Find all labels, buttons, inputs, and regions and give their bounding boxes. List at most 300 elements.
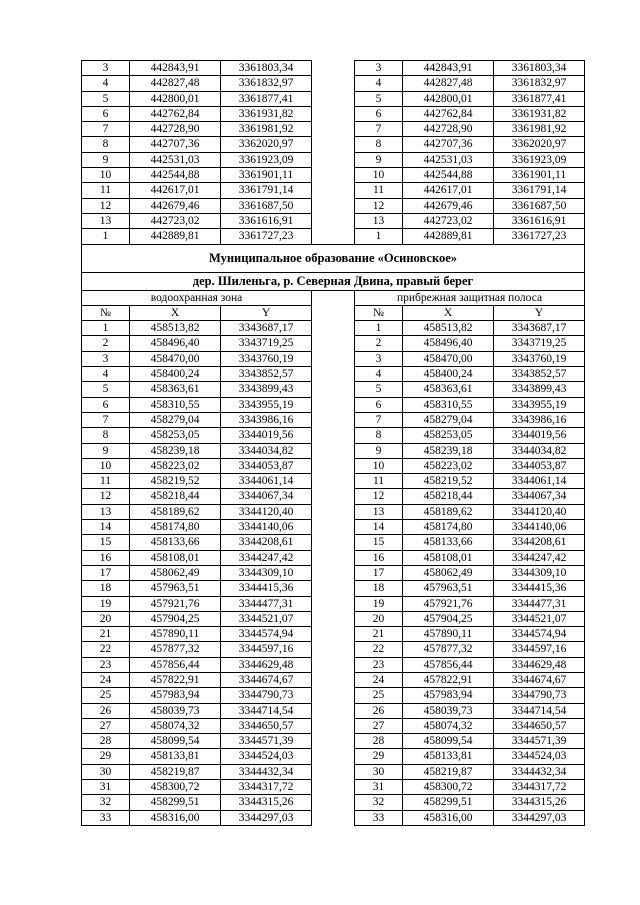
- table-row: [82, 780, 585, 795]
- table-row: [82, 703, 585, 718]
- right-y-coordinate: 3344597,16: [494, 642, 585, 657]
- right-x-coordinate: 458239,18: [403, 443, 494, 458]
- table-row: [82, 611, 585, 626]
- table-row: [82, 581, 585, 596]
- right-x-coordinate: 458108,01: [403, 550, 494, 565]
- left-x-coordinate: 458223,02: [130, 458, 221, 473]
- left-point-number: 6: [82, 397, 130, 412]
- left-y-coordinate: 3361727,23: [221, 229, 312, 244]
- municipality-row: [82, 244, 585, 272]
- right-y-coordinate: 3344208,61: [494, 535, 585, 550]
- left-point-number: 12: [82, 489, 130, 504]
- column-gap: [312, 351, 355, 366]
- left-y-coordinate: 3344019,56: [221, 428, 312, 443]
- column-gap: [312, 183, 355, 198]
- left-point-number: 13: [82, 504, 130, 519]
- left-y-coordinate: 3361791,14: [221, 183, 312, 198]
- right-x-coordinate: 442617,01: [403, 183, 494, 198]
- left-y-coordinate: 3361687,50: [221, 198, 312, 213]
- left-y-coordinate: 3344521,07: [221, 611, 312, 626]
- left-y-coordinate: 3343760,19: [221, 351, 312, 366]
- left-point-number: 8: [82, 428, 130, 443]
- right-y-coordinate: 3344140,06: [494, 520, 585, 535]
- right-point-number: 18: [355, 581, 403, 596]
- right-x-coordinate: 442800,01: [403, 91, 494, 106]
- right-y-coordinate: 3343852,57: [494, 367, 585, 382]
- left-point-number: 22: [82, 642, 130, 657]
- right-x-coordinate: 457890,11: [403, 627, 494, 642]
- right-x-coordinate: 457877,32: [403, 642, 494, 657]
- left-y-coordinate: 3344309,10: [221, 565, 312, 580]
- right-x-coordinate: 442762,84: [403, 106, 494, 121]
- right-point-number: 5: [355, 91, 403, 106]
- right-x-coordinate: 457856,44: [403, 657, 494, 672]
- column-gap: [312, 795, 355, 810]
- table-row: [82, 504, 585, 519]
- left-y-coordinate: 3361877,41: [221, 91, 312, 106]
- right-x-coordinate: 458219,87: [403, 764, 494, 779]
- left-y-coordinate: 3343899,43: [221, 382, 312, 397]
- left-num-header: №: [82, 305, 130, 320]
- column-gap: [312, 550, 355, 565]
- right-y-coordinate: 3344034,82: [494, 443, 585, 458]
- table-row: [82, 764, 585, 779]
- table-row: [82, 61, 585, 76]
- left-x-coordinate: 442679,46: [130, 198, 221, 213]
- left-y-coordinate: 3344714,54: [221, 703, 312, 718]
- left-point-number: 24: [82, 672, 130, 687]
- right-point-number: 10: [355, 458, 403, 473]
- table-row: [82, 749, 585, 764]
- left-point-number: 12: [82, 198, 130, 213]
- right-x-coordinate: 442827,48: [403, 76, 494, 91]
- right-point-number: 12: [355, 489, 403, 504]
- right-point-number: 29: [355, 749, 403, 764]
- right-y-coordinate: 3344714,54: [494, 703, 585, 718]
- left-x-coordinate: 442827,48: [130, 76, 221, 91]
- right-y-coordinate: 3361791,14: [494, 183, 585, 198]
- table-row: [82, 382, 585, 397]
- left-y-header: Y: [221, 305, 312, 320]
- column-gap: [312, 718, 355, 733]
- left-y-coordinate: 3344790,73: [221, 688, 312, 703]
- left-point-number: 14: [82, 520, 130, 535]
- left-x-coordinate: 458108,01: [130, 550, 221, 565]
- table-row: [82, 76, 585, 91]
- left-point-number: 19: [82, 596, 130, 611]
- column-gap: [312, 397, 355, 412]
- left-zone-title: водоохранная зона: [82, 290, 312, 305]
- right-num-header: №: [355, 305, 403, 320]
- column-gap: [312, 581, 355, 596]
- left-y-coordinate: 3343687,17: [221, 321, 312, 336]
- right-point-number: 2: [355, 336, 403, 351]
- left-y-coordinate: 3344297,03: [221, 810, 312, 825]
- right-point-number: 13: [355, 504, 403, 519]
- right-point-number: 16: [355, 550, 403, 565]
- left-x-coordinate: 458174,80: [130, 520, 221, 535]
- right-x-coordinate: 442707,36: [403, 137, 494, 152]
- right-y-coordinate: 3344120,40: [494, 504, 585, 519]
- left-point-number: 4: [82, 367, 130, 382]
- column-gap: [312, 642, 355, 657]
- right-y-coordinate: 3361923,09: [494, 152, 585, 167]
- left-point-number: 10: [82, 458, 130, 473]
- left-y-coordinate: 3343719,25: [221, 336, 312, 351]
- section-header: [82, 244, 585, 321]
- left-x-coordinate: 458133,81: [130, 749, 221, 764]
- right-x-header: X: [403, 305, 494, 320]
- left-y-coordinate: 3344247,42: [221, 550, 312, 565]
- coordinates-table: [81, 60, 585, 826]
- right-point-number: 24: [355, 672, 403, 687]
- left-y-coordinate: 3344674,67: [221, 672, 312, 687]
- right-y-coordinate: 3344415,36: [494, 581, 585, 596]
- table-row: [82, 489, 585, 504]
- column-gap: [312, 152, 355, 167]
- right-y-coordinate: 3344790,73: [494, 688, 585, 703]
- left-x-coordinate: 458074,32: [130, 718, 221, 733]
- right-y-coordinate: 3361901,11: [494, 168, 585, 183]
- table-row: [82, 474, 585, 489]
- left-y-coordinate: 3344208,61: [221, 535, 312, 550]
- table-row: [82, 642, 585, 657]
- left-point-number: 20: [82, 611, 130, 626]
- left-x-coordinate: 458470,00: [130, 351, 221, 366]
- right-point-number: 21: [355, 627, 403, 642]
- left-point-number: 4: [82, 76, 130, 91]
- right-x-coordinate: 457963,51: [403, 581, 494, 596]
- column-gap: [312, 520, 355, 535]
- column-gap: [312, 91, 355, 106]
- right-y-coordinate: 3344574,94: [494, 627, 585, 642]
- left-point-number: 5: [82, 91, 130, 106]
- left-y-coordinate: 3344432,34: [221, 764, 312, 779]
- right-y-coordinate: 3361727,23: [494, 229, 585, 244]
- right-point-number: 10: [355, 168, 403, 183]
- right-y-coordinate: 3343719,25: [494, 336, 585, 351]
- right-x-coordinate: 442889,81: [403, 229, 494, 244]
- left-y-coordinate: 3361803,34: [221, 61, 312, 76]
- right-x-coordinate: 442679,46: [403, 198, 494, 213]
- right-y-coordinate: 3361877,41: [494, 91, 585, 106]
- left-x-coordinate: 457822,91: [130, 672, 221, 687]
- left-point-number: 29: [82, 749, 130, 764]
- table-row: [82, 351, 585, 366]
- right-x-coordinate: 458299,51: [403, 795, 494, 810]
- table-row: [82, 321, 585, 336]
- left-x-coordinate: 442544,88: [130, 168, 221, 183]
- left-x-coordinate: 458099,54: [130, 734, 221, 749]
- right-point-number: 9: [355, 152, 403, 167]
- table-row: [82, 550, 585, 565]
- right-x-coordinate: 458253,05: [403, 428, 494, 443]
- column-gap: [312, 412, 355, 427]
- table-row: [82, 734, 585, 749]
- right-x-coordinate: 458133,81: [403, 749, 494, 764]
- right-point-number: 30: [355, 764, 403, 779]
- left-point-number: 3: [82, 61, 130, 76]
- column-gap: [312, 106, 355, 121]
- right-y-coordinate: 3362020,97: [494, 137, 585, 152]
- left-point-number: 15: [82, 535, 130, 550]
- right-x-coordinate: 458363,61: [403, 382, 494, 397]
- table-row: [82, 596, 585, 611]
- left-point-number: 21: [82, 627, 130, 642]
- left-y-coordinate: 3362020,97: [221, 137, 312, 152]
- right-x-coordinate: 442531,03: [403, 152, 494, 167]
- column-gap: [312, 764, 355, 779]
- right-y-coordinate: 3343760,19: [494, 351, 585, 366]
- right-y-coordinate: 3344629,48: [494, 657, 585, 672]
- left-point-number: 25: [82, 688, 130, 703]
- left-point-number: 17: [82, 565, 130, 580]
- right-x-coordinate: 458400,24: [403, 367, 494, 382]
- right-point-number: 23: [355, 657, 403, 672]
- right-zone-title: прибрежная защитная полоса: [355, 290, 585, 305]
- right-y-coordinate: 3343955,19: [494, 397, 585, 412]
- right-x-coordinate: 442843,91: [403, 61, 494, 76]
- left-y-coordinate: 3344317,72: [221, 780, 312, 795]
- right-x-coordinate: 457822,91: [403, 672, 494, 687]
- right-x-coordinate: 442723,02: [403, 213, 494, 228]
- column-gap: [312, 734, 355, 749]
- right-y-coordinate: 3344019,56: [494, 428, 585, 443]
- right-x-coordinate: 458074,32: [403, 718, 494, 733]
- right-y-coordinate: 3344297,03: [494, 810, 585, 825]
- right-y-coordinate: 3361616,91: [494, 213, 585, 228]
- right-point-number: 9: [355, 443, 403, 458]
- table-row: [82, 657, 585, 672]
- left-point-number: 9: [82, 152, 130, 167]
- right-y-coordinate: 3361803,34: [494, 61, 585, 76]
- table-row: [82, 183, 585, 198]
- right-y-coordinate: 3343687,17: [494, 321, 585, 336]
- left-x-coordinate: 442843,91: [130, 61, 221, 76]
- right-point-number: 15: [355, 535, 403, 550]
- right-point-number: 4: [355, 367, 403, 382]
- left-x-coordinate: 458219,87: [130, 764, 221, 779]
- left-point-number: 1: [82, 229, 130, 244]
- column-gap: [312, 382, 355, 397]
- table-row: [82, 229, 585, 244]
- left-x-coordinate: 458219,52: [130, 474, 221, 489]
- column-gap: [312, 474, 355, 489]
- column-gap: [312, 688, 355, 703]
- column-gap: [312, 627, 355, 642]
- left-y-coordinate: 3344120,40: [221, 504, 312, 519]
- left-y-coordinate: 3344067,34: [221, 489, 312, 504]
- table-row: [82, 168, 585, 183]
- left-y-coordinate: 3343852,57: [221, 367, 312, 382]
- column-gap: [312, 672, 355, 687]
- right-x-coordinate: 458219,52: [403, 474, 494, 489]
- settlement-title: дер. Шиленьга, р. Северная Двина, правый берег: [82, 272, 585, 290]
- right-y-coordinate: 3344650,57: [494, 718, 585, 733]
- top-coordinates-body: [82, 61, 585, 245]
- left-x-coordinate: 442889,81: [130, 229, 221, 244]
- left-point-number: 7: [82, 122, 130, 137]
- right-point-number: 5: [355, 382, 403, 397]
- column-gap: [312, 810, 355, 825]
- table-row: [82, 718, 585, 733]
- column-gap: [312, 168, 355, 183]
- table-row: [82, 91, 585, 106]
- right-y-header: Y: [494, 305, 585, 320]
- left-y-coordinate: 3361981,92: [221, 122, 312, 137]
- right-point-number: 11: [355, 183, 403, 198]
- left-point-number: 31: [82, 780, 130, 795]
- left-point-number: 6: [82, 106, 130, 121]
- coordinates-document: [81, 60, 584, 826]
- column-gap: [312, 213, 355, 228]
- right-point-number: 28: [355, 734, 403, 749]
- table-row: [82, 367, 585, 382]
- column-gap: [312, 657, 355, 672]
- left-point-number: 27: [82, 718, 130, 733]
- left-point-number: 1: [82, 321, 130, 336]
- right-y-coordinate: 3343899,43: [494, 382, 585, 397]
- table-row: [82, 565, 585, 580]
- column-gap: [312, 367, 355, 382]
- right-point-number: 14: [355, 520, 403, 535]
- right-point-number: 3: [355, 351, 403, 366]
- left-y-coordinate: 3344597,16: [221, 642, 312, 657]
- right-x-coordinate: 458316,00: [403, 810, 494, 825]
- right-point-number: 33: [355, 810, 403, 825]
- column-gap: [312, 229, 355, 244]
- right-y-coordinate: 3344247,42: [494, 550, 585, 565]
- left-point-number: 7: [82, 412, 130, 427]
- right-y-coordinate: 3361832,97: [494, 76, 585, 91]
- right-x-coordinate: 442728,90: [403, 122, 494, 137]
- left-x-coordinate: 458316,00: [130, 810, 221, 825]
- left-y-coordinate: 3344477,31: [221, 596, 312, 611]
- right-x-coordinate: 458174,80: [403, 520, 494, 535]
- left-y-coordinate: 3344571,39: [221, 734, 312, 749]
- right-x-coordinate: 458470,00: [403, 351, 494, 366]
- table-row: [82, 137, 585, 152]
- left-x-coordinate: 458300,72: [130, 780, 221, 795]
- left-x-coordinate: 442707,36: [130, 137, 221, 152]
- left-y-coordinate: 3361901,11: [221, 168, 312, 183]
- right-y-coordinate: 3344067,34: [494, 489, 585, 504]
- left-x-coordinate: 458496,40: [130, 336, 221, 351]
- column-gap: [312, 305, 355, 320]
- left-x-coordinate: 458513,82: [130, 321, 221, 336]
- left-x-coordinate: 458253,05: [130, 428, 221, 443]
- left-y-coordinate: 3344650,57: [221, 718, 312, 733]
- right-x-coordinate: 458496,40: [403, 336, 494, 351]
- left-x-coordinate: 458310,55: [130, 397, 221, 412]
- left-x-coordinate: 457921,76: [130, 596, 221, 611]
- left-x-coordinate: 457877,32: [130, 642, 221, 657]
- left-y-coordinate: 3344061,14: [221, 474, 312, 489]
- column-gap: [312, 443, 355, 458]
- left-y-coordinate: 3344034,82: [221, 443, 312, 458]
- left-x-coordinate: 457983,94: [130, 688, 221, 703]
- column-gap: [312, 565, 355, 580]
- right-point-number: 6: [355, 397, 403, 412]
- right-point-number: 1: [355, 321, 403, 336]
- right-y-coordinate: 3344053,87: [494, 458, 585, 473]
- right-x-coordinate: 458189,62: [403, 504, 494, 519]
- column-gap: [312, 137, 355, 152]
- right-point-number: 32: [355, 795, 403, 810]
- column-gap: [312, 458, 355, 473]
- table-row: [82, 688, 585, 703]
- left-x-coordinate: 442800,01: [130, 91, 221, 106]
- right-point-number: 13: [355, 213, 403, 228]
- left-x-coordinate: 458299,51: [130, 795, 221, 810]
- table-row: [82, 213, 585, 228]
- left-point-number: 18: [82, 581, 130, 596]
- right-x-coordinate: 458279,04: [403, 412, 494, 427]
- column-gap: [312, 198, 355, 213]
- zone-titles-row: [82, 290, 585, 305]
- left-y-coordinate: 3344315,26: [221, 795, 312, 810]
- left-y-coordinate: 3344524,03: [221, 749, 312, 764]
- column-gap: [312, 780, 355, 795]
- right-x-coordinate: 442544,88: [403, 168, 494, 183]
- left-y-coordinate: 3343986,16: [221, 412, 312, 427]
- right-point-number: 12: [355, 198, 403, 213]
- left-point-number: 16: [82, 550, 130, 565]
- left-point-number: 5: [82, 382, 130, 397]
- right-y-coordinate: 3344309,10: [494, 565, 585, 580]
- left-point-number: 11: [82, 183, 130, 198]
- table-row: [82, 520, 585, 535]
- right-x-coordinate: 458310,55: [403, 397, 494, 412]
- left-x-coordinate: 442531,03: [130, 152, 221, 167]
- left-x-coordinate: 458400,24: [130, 367, 221, 382]
- table-row: [82, 198, 585, 213]
- right-x-coordinate: 458062,49: [403, 565, 494, 580]
- column-gap: [312, 336, 355, 351]
- right-point-number: 17: [355, 565, 403, 580]
- left-y-coordinate: 3344629,48: [221, 657, 312, 672]
- left-point-number: 32: [82, 795, 130, 810]
- left-point-number: 13: [82, 213, 130, 228]
- left-y-coordinate: 3344053,87: [221, 458, 312, 473]
- column-gap: [312, 290, 355, 305]
- column-gap: [312, 504, 355, 519]
- table-row: [82, 336, 585, 351]
- left-y-coordinate: 3361616,91: [221, 213, 312, 228]
- right-x-coordinate: 458133,66: [403, 535, 494, 550]
- left-x-coordinate: 458363,61: [130, 382, 221, 397]
- table-row: [82, 535, 585, 550]
- left-y-coordinate: 3361923,09: [221, 152, 312, 167]
- right-point-number: 20: [355, 611, 403, 626]
- table-row: [82, 412, 585, 427]
- right-point-number: 22: [355, 642, 403, 657]
- left-point-number: 3: [82, 351, 130, 366]
- right-point-number: 7: [355, 122, 403, 137]
- municipality-title: Муниципальное образование «Осиновское»: [82, 244, 585, 272]
- table-row: [82, 672, 585, 687]
- right-point-number: 31: [355, 780, 403, 795]
- right-point-number: 19: [355, 596, 403, 611]
- table-row: [82, 152, 585, 167]
- right-point-number: 6: [355, 106, 403, 121]
- right-point-number: 8: [355, 428, 403, 443]
- right-x-coordinate: 457904,25: [403, 611, 494, 626]
- left-y-coordinate: 3344574,94: [221, 627, 312, 642]
- column-gap: [312, 76, 355, 91]
- right-point-number: 7: [355, 412, 403, 427]
- right-point-number: 26: [355, 703, 403, 718]
